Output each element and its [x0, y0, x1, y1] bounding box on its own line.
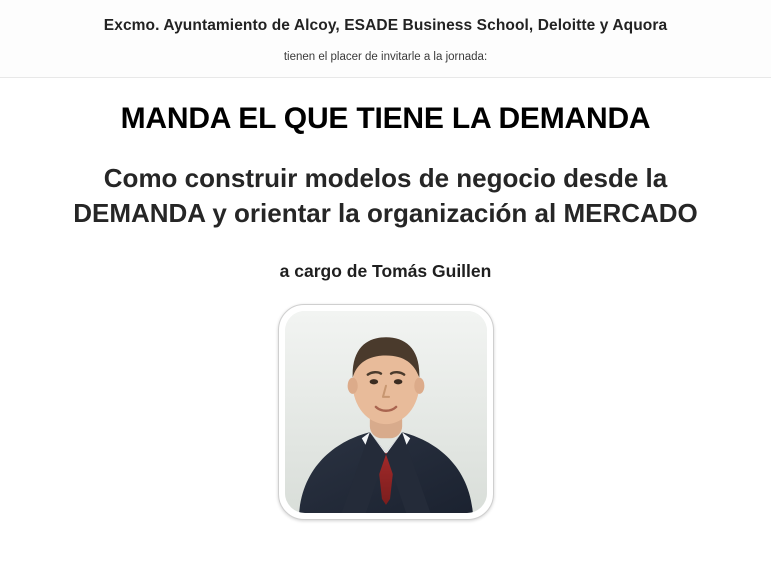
- invitation-body: [0, 78, 771, 520]
- event-subtitle-line-2: DEMANDA y orientar la organización al MERCADO: [73, 197, 698, 228]
- invitation-subline: tienen el placer de invitarle a la jornada:: [283, 50, 488, 63]
- speaker-photo-container: [0, 304, 771, 520]
- speaker-photo-frame: [278, 304, 494, 520]
- speaker-line: a cargo de Tomás Guillen: [279, 261, 492, 282]
- organizers-line: Excmo. Ayuntamiento de Alcoy, ESADE Business School, Deloitte y Aquora: [103, 17, 668, 34]
- event-title: MANDA EL QUE TIENE LA DEMANDA: [120, 102, 651, 136]
- speaker-photo: [285, 311, 487, 513]
- event-subtitle-line-1: Como construir modelos de negocio desde la: [103, 162, 668, 193]
- portrait-photo-icon: [285, 311, 487, 513]
- header-band: [0, 0, 771, 78]
- event-subtitle: [0, 161, 771, 231]
